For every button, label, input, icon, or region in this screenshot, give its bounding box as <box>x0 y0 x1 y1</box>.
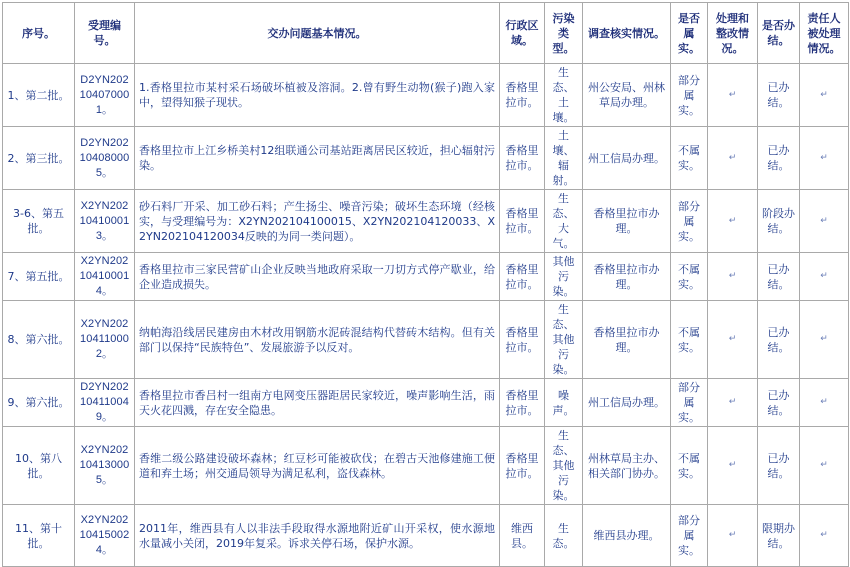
cell-desc: 砂石料厂开采、加工砂石料；产生扬尘、噪音污染；破坏生态环境（经核实，与受理编号为：X2YN202104100015、X2YN202104120033、X2YN202104120034反映的为同一类问题）。 <box>135 190 500 253</box>
cell-investigation: 州林草局主办、相关部门协办。 <box>583 427 671 505</box>
cell-accountability: ↵ <box>800 253 849 301</box>
table-row <box>3 64 849 127</box>
cell-closed: 已办结。 <box>758 427 800 505</box>
cell-verified: 部分属实。 <box>671 190 708 253</box>
cell-id: X2YN202104150024。 <box>75 505 135 567</box>
table-row <box>3 301 849 379</box>
cell-seq: 11、第十批。 <box>3 505 75 567</box>
cell-desc: 纳帕海沿线居民建房由木材改用钢筋水泥砖混结构代替砖木结构。但有关部门以保持“民族特色”、发展旅游予以反对。 <box>135 301 500 379</box>
cell-accountability: ↵ <box>800 127 849 190</box>
cell-rectification: ↵ <box>708 301 758 379</box>
cell-verified: 不属实。 <box>671 301 708 379</box>
cell-seq: 3-6、第五批。 <box>3 190 75 253</box>
cell-desc: 2011年，维西县有人以非法手段取得水源地附近矿山开采权，使水源地水量减小关闭，2019年复采。诉求关停石场，保护水源。 <box>135 505 500 567</box>
cell-pollution: 生态。 <box>545 505 583 567</box>
header-verified: 是否属实。 <box>671 3 708 64</box>
cell-accountability: ↵ <box>800 64 849 127</box>
header-rectification: 处理和整改情况。 <box>708 3 758 64</box>
cell-accountability: ↵ <box>800 301 849 379</box>
table-row <box>3 505 849 567</box>
cell-pollution: 其他污染。 <box>545 253 583 301</box>
table-row <box>3 253 849 301</box>
cell-region: 维西县。 <box>500 505 545 567</box>
cell-rectification: ↵ <box>708 190 758 253</box>
cell-investigation: 香格里拉市办理。 <box>583 190 671 253</box>
header-investigation: 调查核实情况。 <box>583 3 671 64</box>
cell-investigation: 州公安局、州林草局办理。 <box>583 64 671 127</box>
cell-closed: 限期办结。 <box>758 505 800 567</box>
cell-region: 香格里拉市。 <box>500 379 545 427</box>
cell-rectification: ↵ <box>708 127 758 190</box>
cell-closed: 已办结。 <box>758 379 800 427</box>
cell-pollution: 噪声。 <box>545 379 583 427</box>
cell-id: D2YN202104070001。 <box>75 64 135 127</box>
header-closed: 是否办结。 <box>758 3 800 64</box>
cell-rectification: ↵ <box>708 64 758 127</box>
cell-seq: 1、第二批。 <box>3 64 75 127</box>
cell-id: X2YN202104110002。 <box>75 301 135 379</box>
header-seq: 序号。 <box>3 3 75 64</box>
cell-id: D2YN202104110049。 <box>75 379 135 427</box>
cell-verified: 不属实。 <box>671 427 708 505</box>
table-row <box>3 427 849 505</box>
header-pollution: 污染类型。 <box>545 3 583 64</box>
cell-verified: 不属实。 <box>671 127 708 190</box>
cell-seq: 8、第六批。 <box>3 301 75 379</box>
cell-region: 香格里拉市。 <box>500 427 545 505</box>
cell-id: X2YN202104100013。 <box>75 190 135 253</box>
cell-desc: 香格里拉市上江乡桥美村12组联通公司基站距离居民区较近，担心辐射污染。 <box>135 127 500 190</box>
cell-region: 香格里拉市。 <box>500 253 545 301</box>
cell-pollution: 生态、土壤。 <box>545 64 583 127</box>
cell-verified: 不属实。 <box>671 253 708 301</box>
case-table <box>2 2 849 567</box>
cell-id: X2YN202104130005。 <box>75 427 135 505</box>
header-region: 行政区域。 <box>500 3 545 64</box>
cell-rectification: ↵ <box>708 379 758 427</box>
cell-pollution: 土壤、辐射。 <box>545 127 583 190</box>
cell-region: 香格里拉市。 <box>500 127 545 190</box>
cell-investigation: 州工信局办理。 <box>583 379 671 427</box>
cell-region: 香格里拉市。 <box>500 301 545 379</box>
table-row <box>3 379 849 427</box>
header-id: 受理编号。 <box>75 3 135 64</box>
cell-seq: 7、第五批。 <box>3 253 75 301</box>
cell-desc: 香格里拉市香吕村一组南方电网变压器距居民家较近，噪声影响生活，雨天火花四溅，存在安全隐患。 <box>135 379 500 427</box>
cell-seq: 10、第八批。 <box>3 427 75 505</box>
cell-rectification: ↵ <box>708 253 758 301</box>
cell-id: D2YN202104080005。 <box>75 127 135 190</box>
cell-region: 香格里拉市。 <box>500 64 545 127</box>
cell-seq: 9、第六批。 <box>3 379 75 427</box>
table-row <box>3 127 849 190</box>
cell-desc: 香格里拉市三家民营矿山企业反映当地政府采取一刀切方式停产歇业，给企业造成损失。 <box>135 253 500 301</box>
cell-desc: 香维二级公路建设破坏森林；红豆杉可能被砍伐；在碧古天池修建施工便道和弃土场；州交通局领导为满足私利，盗伐森林。 <box>135 427 500 505</box>
header-row <box>3 3 849 64</box>
cell-accountability: ↵ <box>800 379 849 427</box>
cell-investigation: 香格里拉市办理。 <box>583 253 671 301</box>
cell-closed: 已办结。 <box>758 301 800 379</box>
cell-pollution: 生态、其他污染。 <box>545 301 583 379</box>
table-row <box>3 190 849 253</box>
cell-closed: 已办结。 <box>758 64 800 127</box>
cell-verified: 部分属实。 <box>671 505 708 567</box>
cell-pollution: 生态、大气。 <box>545 190 583 253</box>
cell-desc: 1.香格里拉市某村采石场破坏植被及溶洞。2.曾有野生动物(猴子)跑入家中，望得知猴子现状。 <box>135 64 500 127</box>
header-accountability: 责任人被处理情况。 <box>800 3 849 64</box>
cell-accountability: ↵ <box>800 427 849 505</box>
cell-closed: 已办结。 <box>758 127 800 190</box>
cell-id: X2YN202104100014。 <box>75 253 135 301</box>
cell-closed: 阶段办结。 <box>758 190 800 253</box>
cell-investigation: 香格里拉市办理。 <box>583 301 671 379</box>
cell-seq: 2、第三批。 <box>3 127 75 190</box>
cell-region: 香格里拉市。 <box>500 190 545 253</box>
cell-accountability: ↵ <box>800 505 849 567</box>
cell-closed: 已办结。 <box>758 253 800 301</box>
cell-pollution: 生态、其他污染。 <box>545 427 583 505</box>
cell-rectification: ↵ <box>708 505 758 567</box>
cell-investigation: 维西县办理。 <box>583 505 671 567</box>
cell-verified: 部分属实。 <box>671 379 708 427</box>
cell-verified: 部分属实。 <box>671 64 708 127</box>
cell-rectification: ↵ <box>708 427 758 505</box>
cell-accountability: ↵ <box>800 190 849 253</box>
cell-investigation: 州工信局办理。 <box>583 127 671 190</box>
header-desc: 交办问题基本情况。 <box>135 3 500 64</box>
